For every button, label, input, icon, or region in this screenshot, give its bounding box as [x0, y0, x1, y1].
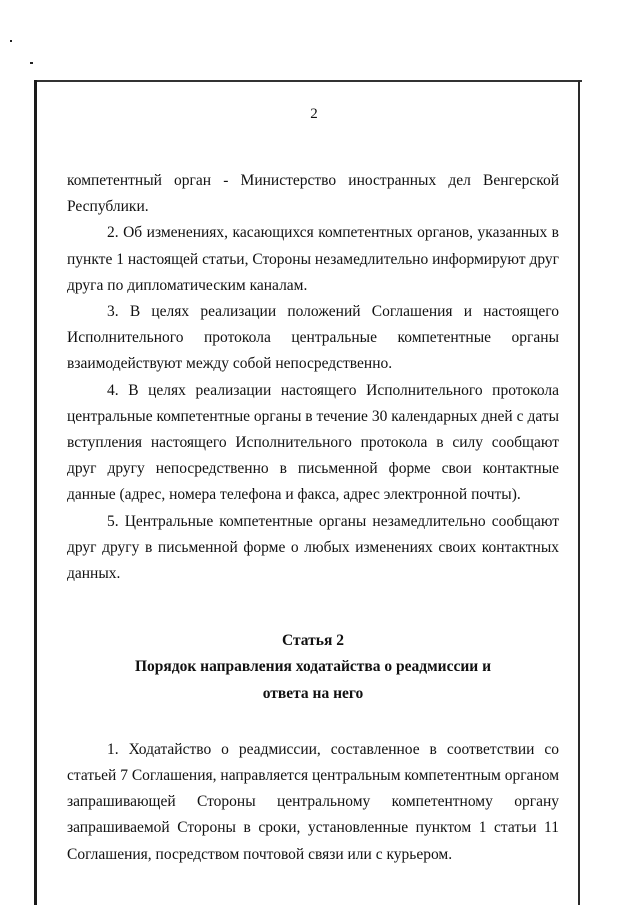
frame-top-border [34, 80, 582, 82]
article-paragraph-1: 1. Ходатайство о реадмиссии, составленное в соответствии со статьей 7 Соглашения, направляется центральным компетентным органом запрашивающей Стороны центральному компетентному органу запрашиваемой Стороны в сроки, установленные пунктом 1 статьи 11 Соглашения, посредством почтовой связи или с курьером. [67, 740, 559, 863]
paragraph-continuation: компетентный орган - Министерство иностранных дел Венгерской Республики. [67, 172, 559, 216]
article-title-line-1: Порядок направления ходатайства о реадмиссии и [134, 658, 492, 676]
paragraph-item-3: 3. В целях реализации положений Соглашения и настоящего Исполнительного протокола центральные компетентные органы взаимодействуют между собой непосредственно. [67, 303, 559, 373]
article-number: Статья 2 [282, 632, 344, 650]
article-heading [67, 628, 559, 707]
paragraph-item-4: 4. В целях реализации настоящего Исполнительного протокола центральные компетентные органы в течение 30 календарных дней с даты вступления настоящего Исполнительного протокола в силу сообщают друг другу непосредственно в письменной форме свои контактные данные (адрес, номера телефона и факса, адрес электронной почты). [67, 381, 559, 504]
article-title-line-2: ответа на него [262, 684, 364, 702]
scan-speck [10, 40, 12, 42]
page-number: 2 [310, 106, 318, 122]
paragraph-item-2: 2. Об изменениях, касающихся компетентных органов, указанных в пункте 1 настоящей статьи, Стороны незамедлительно информируют друг друга по дипломатическим каналам. [67, 224, 559, 294]
document-body [67, 168, 559, 868]
paragraph-item-5: 5. Центральные компетентные органы незамедлительно сообщают друг другу в письменной форме о любых изменениях своих контактных данных. [67, 512, 559, 583]
frame-right-border [578, 80, 580, 905]
scan-speck [30, 62, 33, 64]
frame-left-border [34, 80, 37, 905]
